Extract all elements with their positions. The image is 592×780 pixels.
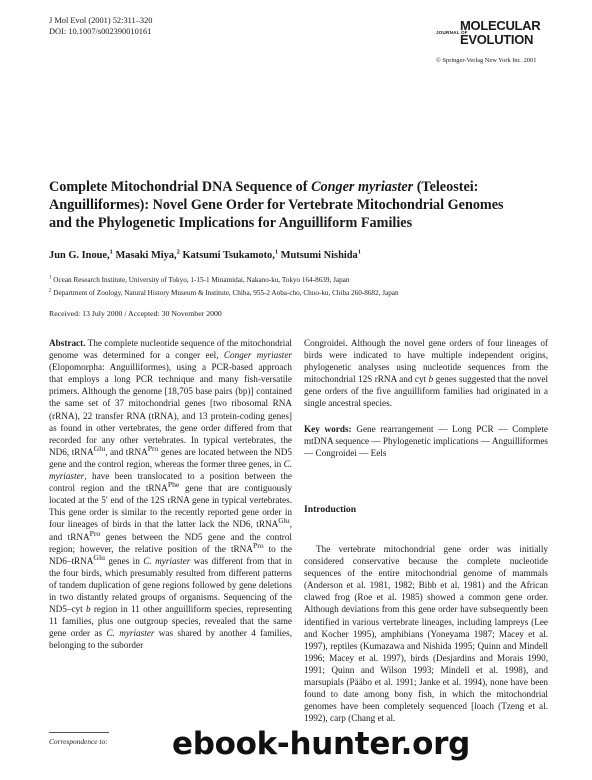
author-affiliation-mark: 1 <box>274 248 279 256</box>
keywords-label: Key words: <box>304 423 352 434</box>
abstract-text: genes between the ND5 gene and the control region; however, the relative position of the tRNA <box>49 531 292 554</box>
title-text: (Teleostei: <box>413 179 479 195</box>
citation-block <box>49 15 152 37</box>
abstract-text: was shared by another 4 families, belonging to the suborder <box>49 628 292 651</box>
author: Masaki Miya, <box>115 250 177 261</box>
species-name: C. myriaster <box>49 458 292 482</box>
title-text: Complete Mitochondrial DNA Sequence of <box>49 179 312 195</box>
abstract-text: to the ND6–tRNA <box>49 543 292 566</box>
citation: J Mol Evol (2001) 52:311–320 <box>49 16 153 25</box>
abstract-text: was different from that in the four birds, which presumably resulted from different patterns of tandem duplication of gene regions followed by gene deletions in two distantly related groups of organisms. Sequencing of the ND5–cyt <box>49 555 293 615</box>
abstract-text: , and tRNA <box>105 446 148 457</box>
author: Jun G. Inoue, <box>49 250 110 261</box>
title-line-1 <box>49 178 549 196</box>
abstract-text: genes in <box>104 555 144 566</box>
trna-superscript: Phe <box>167 480 180 490</box>
species-name: C. myriaster <box>106 628 155 639</box>
journal-logo-line1: MOLECULAR <box>460 18 541 33</box>
keywords-text: Gene rearrangement — Long PCR — Complete mtDNA sequence — Phylogenetic implications — Anguilliformes — Congroidei — Eels <box>304 423 548 458</box>
title-line-3: and the Phylogenetic Implications for Anguilliform Families <box>49 215 413 231</box>
author-affiliation-mark: 2 <box>176 248 180 256</box>
abstract-text: , and tRNA <box>49 519 292 542</box>
section-heading-introduction: Introduction <box>304 504 357 515</box>
author-affiliation-mark: 1 <box>357 248 361 256</box>
abstract-text: genes suggested that the novel gene orders of the five anguilliform families had originated in a single ancestral species. <box>304 374 548 409</box>
trna-superscript: Pro <box>89 528 101 538</box>
species-name: C. myriaster <box>143 555 191 566</box>
abstract-text: genes are located between the ND5 gene and the control region, whereas the former three genes, in <box>49 446 292 469</box>
species-name: Conger myriaster <box>223 350 292 361</box>
abstract-label: Abstract. <box>49 338 86 348</box>
abstract-end <box>304 337 548 410</box>
trna-superscript: Glu <box>93 443 106 453</box>
author-list <box>49 250 361 261</box>
affiliation-mark: 1 <box>49 275 52 281</box>
affiliation-1 <box>49 276 349 284</box>
abstract-text: , have been translocated to a position between the control region and the tRNA <box>49 471 292 494</box>
doi: DOI: 10.1007/s002390010161 <box>49 27 152 36</box>
affiliation-mark: 2 <box>49 288 52 294</box>
trna-superscript: Glu <box>278 516 290 526</box>
keywords <box>304 423 548 459</box>
author: Katsumi Tsukamoto, <box>182 250 275 261</box>
watermark: ebook-hunter.org <box>172 726 470 762</box>
gene-name: b <box>85 604 91 615</box>
correspondence-note: Correspondence to: <box>49 737 108 746</box>
article-title <box>49 178 549 232</box>
abstract-body <box>49 337 292 651</box>
affiliation-2 <box>49 289 399 297</box>
abstract-text: region in 11 other anguilliform species, representing 11 families, plus one outgroup species, revealed that the same gene order as <box>49 604 292 639</box>
journal-logo <box>436 18 544 54</box>
footnote-rule <box>49 732 109 733</box>
abstract-text: The complete nucleotide sequence of the mitochondrial genome was determined for a conger eel, <box>49 338 292 361</box>
affiliation-text: Ocean Research Institute, University of Tokyo, 1-15-1 Minamidai, Nakano-ku, Tokyo 164-8639, Japan <box>53 276 350 284</box>
author: Mutsumi Nishida <box>280 250 358 261</box>
trna-superscript: Pro <box>147 443 159 453</box>
abstract-text: gene that are contiguously located at the 5′ end of the 12S rRNA gene in typical vertebrates. This gene order is similar to the recently reported gene order in four lineages of birds in that the latter lack the ND6, tRNA <box>49 483 292 530</box>
abstract-text: (Elopomorpha: Anguilliformes), using a PCR-based approach that employs a long PCR technique and many fish-versatile primers. Although the genome [18,705 base pairs (bp)] contained the same set of 37 mitochondrial genes [two ribosomal RNA (rRNA), 22 transfer RNA (tRNA), and 13 protein-coding genes] as found in other vertebrates, the gene order differed from that recorded for any other vertebrates. In typical vertebrates, the ND6, tRNA <box>49 362 292 457</box>
affiliation-text: Department of Zoology, Natural History Museum & Institute, Chiba, 955-2 Aoba-cho, Chuo-ku, Chiba 260-8682, Japan <box>53 289 399 297</box>
copyright: © Springer-Verlag New York Inc. 2001 <box>436 57 537 64</box>
journal-logo-line2: EVOLUTION <box>460 32 534 47</box>
abstract-text: Congroidei. Although the novel gene orders of four lineages of birds were indicated to have multiple independent origins, phylogenetic analyses using nucleotide sequences from the mitochondrial 12S rRNA and cyt <box>304 338 548 385</box>
trna-superscript: Pro <box>252 540 264 550</box>
author-affiliation-mark: 1 <box>109 248 113 256</box>
journal-logo-of: JOURNAL OF <box>436 30 468 35</box>
title-line-2: Anguilliformes): Novel Gene Order for Vertebrate Mitochondrial Genomes <box>49 197 504 213</box>
title-species: Conger myriaster <box>311 179 414 195</box>
abstract-continuation <box>304 337 548 459</box>
introduction-body: The vertebrate mitochondrial gene order was initially considered conservative because the complete nucleotide sequences of the entire mitochondrial genome of mammals (Anderson et al. 1981, 1982; Bibb et al. 1981) and the African clawed frog (Roe et al. 1985) showed a common gene order. Although deviations from this gene order have subsequently been identified in various vertebrate lineages, including lampreys (Lee and Kocher 1995), amphibians (Yoneyama 1987; Macey et al. 1997), reptiles (Kumazawa and Nishida 1995; Quinn and Mindell 1996; Macey et al. 1997), birds (Desjardins and Morais 1990, 1991; Quinn and Wilson 1993; Mindell et al. 1998), and marsupials (Pääbo et al. 1991; Janke et al. 1994), none have been found to date among bony fish, in which the mitochondrial genomes have been completely sequenced [loach (Tzeng et al. 1992), carp (Chang et al. <box>304 544 548 724</box>
received-dates: Received: 13 July 2000 / Accepted: 30 November 2000 <box>49 309 222 318</box>
trna-superscript: Glu <box>93 552 105 562</box>
gene-name: b <box>428 374 434 385</box>
